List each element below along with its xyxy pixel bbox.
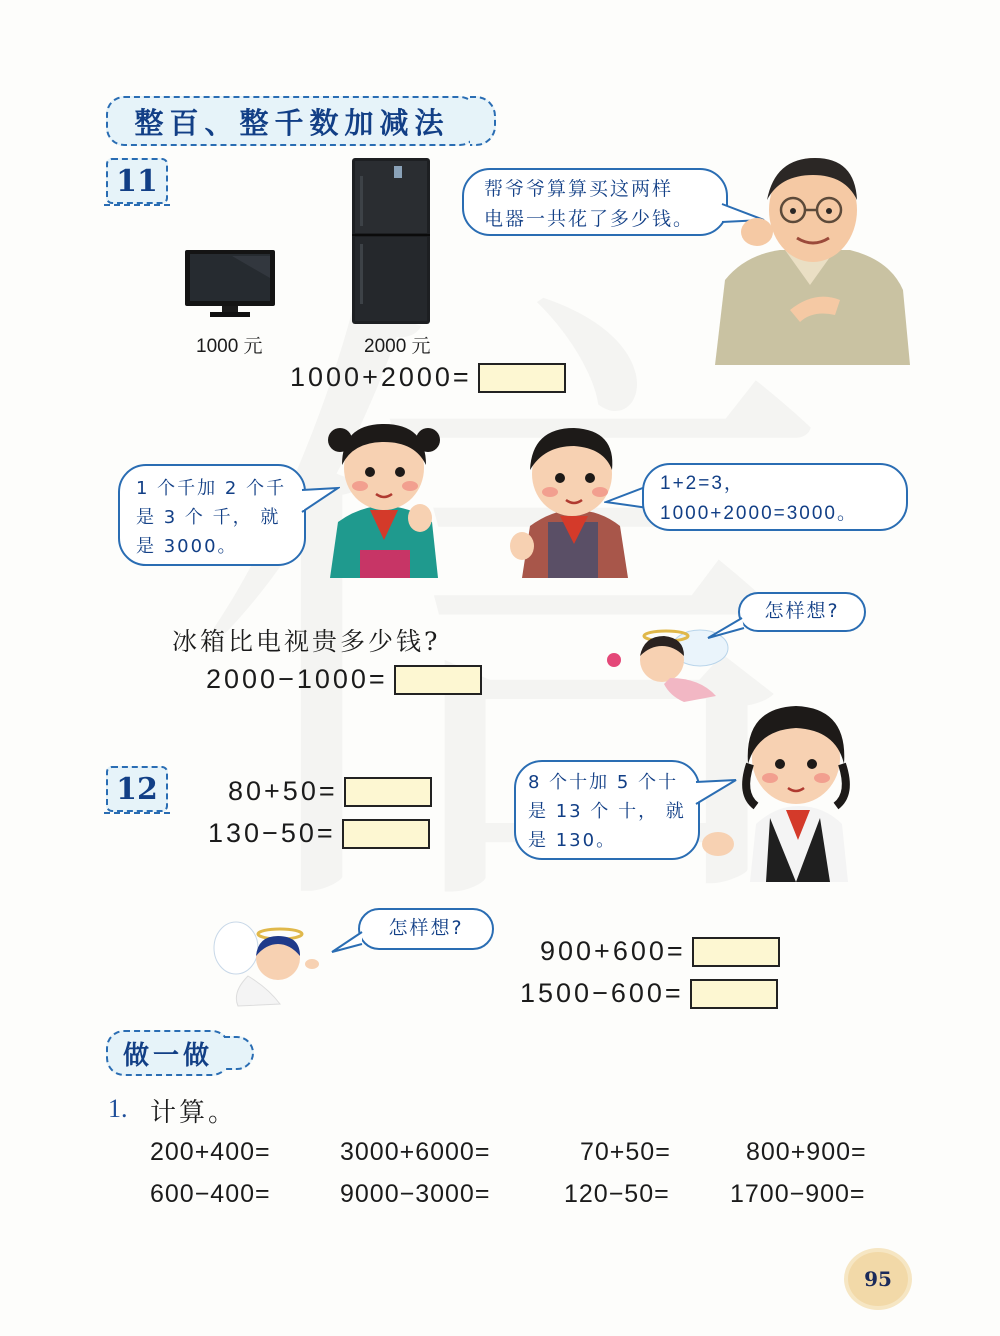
calc-item: 120−50=: [564, 1180, 670, 1208]
calc-item: 1700−900=: [730, 1180, 866, 1208]
equation-subtraction-thousands: 2000−1000=: [206, 664, 482, 695]
example-number-12: 12: [106, 766, 168, 812]
calc-item: 800+900=: [746, 1138, 867, 1166]
equation-addition-thousands: 1000+2000=: [290, 362, 566, 393]
bubble-tail: [706, 616, 746, 642]
page-number: 95: [848, 1252, 908, 1306]
tv-icon: [182, 248, 278, 320]
girl-speech-bubble: 1 个千加 2 个千 是 3 个 千， 就 是 3000。: [118, 464, 306, 566]
answer-box[interactable]: [342, 819, 430, 849]
example-tab-underline: [104, 808, 170, 814]
question-text: 冰箱比电视贵多少钱?: [172, 627, 441, 656]
example-tab-underline: [104, 200, 170, 206]
practice-banner: 做一做: [106, 1030, 230, 1076]
equation-add-hundreds: 900+600=: [540, 936, 780, 967]
bubble-tail: [330, 930, 364, 956]
girl2-speech-bubble: 8 个十加 5 个十 是 13 个 十， 就 是 130。: [514, 760, 700, 860]
practice-item-number: 1.: [108, 1094, 128, 1123]
equation-subtract-tens: 130−50=: [208, 818, 430, 849]
calc-item: 3000+6000=: [340, 1138, 491, 1166]
answer-box[interactable]: [344, 777, 432, 807]
answer-box[interactable]: [394, 665, 482, 695]
answer-box[interactable]: [690, 979, 778, 1009]
banner-curl: [470, 96, 496, 146]
girl2-illustration: [700, 694, 860, 882]
calc-item: 200+400=: [150, 1138, 271, 1166]
girl-illustration: [320, 410, 448, 578]
boy-speech-bubble: 1+2=3， 1000+2000=3000。: [642, 463, 908, 531]
example-number-11: 11: [106, 158, 168, 204]
answer-box[interactable]: [692, 937, 780, 967]
grandpa-speech-bubble: 帮爷爷算算买这两样 电器一共花了多少钱。: [462, 168, 728, 236]
equation-subtract-hundreds: 1500−600=: [520, 978, 778, 1009]
fridge-price: 2000 元: [364, 336, 431, 357]
section-title-banner: [106, 96, 478, 146]
banner-curl: [224, 1036, 254, 1070]
fridge-icon: [350, 156, 432, 326]
practice-item-label: 计算。: [150, 1098, 238, 1128]
calc-item: 600−400=: [150, 1180, 271, 1208]
angel2-speech-bubble: 怎样想?: [358, 908, 494, 950]
angel-speech-bubble: 怎样想?: [738, 592, 866, 632]
angel-illustration: [208, 912, 328, 1008]
answer-box[interactable]: [478, 363, 566, 393]
section-title: 整百、整千数加减法: [134, 105, 450, 140]
calc-item: 70+50=: [580, 1138, 671, 1166]
grandpa-illustration: [705, 150, 915, 365]
calc-item: 9000−3000=: [340, 1180, 491, 1208]
tv-price: 1000 元: [196, 336, 263, 357]
equation-add-tens: 80+50=: [228, 776, 432, 807]
